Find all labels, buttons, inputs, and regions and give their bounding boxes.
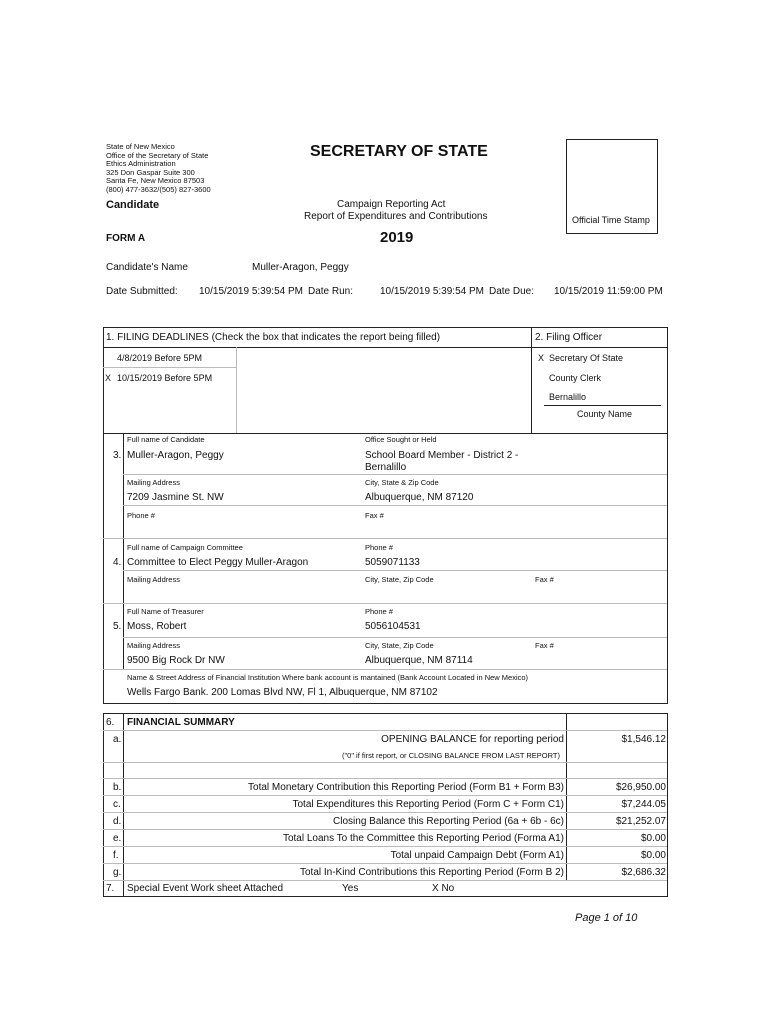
section-4-number: 4. [113,557,122,568]
financial-summary-title: FINANCIAL SUMMARY [127,717,235,728]
candidate-phone-label: Phone # [127,511,155,520]
date-due-label: Date Due: [489,286,535,297]
treasurer-city: Albuquerque, NM 87114 [365,655,473,666]
row-letter: e. [113,833,122,844]
time-stamp-box [566,139,658,234]
row-value: $7,244.05 [621,799,666,810]
page-title: SECRETARY OF STATE [310,143,488,160]
treasurer-mailing-label: Mailing Address [127,641,180,650]
opening-balance-label: OPENING BALANCE for reporting period [381,734,564,745]
row-label: Total unpaid Campaign Debt (Form A1) [390,850,564,861]
time-stamp-label: Official Time Stamp [572,215,650,225]
date-submitted-label: Date Submitted: [106,286,178,297]
filing-deadlines-header: 1. FILING DEADLINES (Check the box that indicates the report being filled) [106,332,441,343]
special-event-label: Special Event Work sheet Attached [127,883,284,894]
row-value: $26,950.00 [615,782,666,793]
row-letter: f. [113,850,119,861]
candidate-name-label: Candidate's Name [106,262,188,273]
row-value: $0.00 [640,833,666,844]
candidate-fax-label: Fax # [365,511,384,520]
address-line: Office of the Secretary of State [106,150,209,160]
agency-address [106,143,211,195]
row-letter: c. [113,799,121,810]
deadline-check-mark: X [105,373,112,383]
address-line: State of New Mexico [106,142,175,151]
row-value: $2,686.32 [621,867,666,878]
address-line: Ethics Administration [106,159,176,169]
officer-county-clerk[interactable]: County Clerk [549,373,602,383]
office-line: School Board Member - District 2 - [365,450,519,461]
county-name-label: County Name [577,409,633,419]
treasurer-city-label: City, State, Zip Code [365,641,434,650]
officer-check-mark: X [538,353,545,363]
treasurer-mailing-address: 9500 Big Rock Dr NW [127,655,225,666]
row-label: Total Monetary Contribution this Reporting Period (Form B1 + Form B3) [248,782,564,793]
special-event-yes[interactable]: Yes [342,883,359,894]
deadline-checkbox-2[interactable]: 10/15/2019 Before 5PM [117,373,213,383]
row-value: $0.00 [640,850,666,861]
candidate-city: Albuquerque, NM 87120 [365,492,474,503]
date-due: 10/15/2019 11:59:00 PM [554,286,663,297]
row-value: $21,252.07 [615,816,666,827]
office-sought-label: Office Sought or Held [365,435,437,444]
opening-balance-note: ("0" if first report, or CLOSING BALANCE FROM LAST REPORT) [341,751,560,760]
filing-officer-header: 2. Filing Officer [535,332,603,343]
treasurer-phone-label: Phone # [365,607,393,616]
address-line: (800) 477-3632/(505) 827-3600 [106,184,211,194]
bank-label: Name & Street Address of Financial Institution Where bank account is mantained (Bank Account Located in New Mexico) [127,673,529,682]
deadline-checkbox-1[interactable]: 4/8/2019 Before 5PM [117,353,203,363]
candidate-full-name-label: Full name of Candidate [127,435,205,444]
committee-city-label: City, State, Zip Code [365,575,434,584]
report-year: 2019 [380,229,414,246]
row-letter: d. [113,816,122,827]
candidate-heading: Candidate [106,199,160,211]
treasurer-fax-label: Fax # [535,641,554,650]
treasurer-phone: 5056104531 [365,621,421,632]
special-event-no[interactable]: X No [432,883,455,894]
row-label: Total Loans To the Committee this Reporting Period (Forma A1) [282,833,564,844]
row-label: Closing Balance this Reporting Period (6a + 6b - 6c) [333,816,564,827]
county-value: Bernalillo [549,392,587,402]
candidate-city-label: City, State & Zip Code [365,478,439,487]
row-letter: b. [113,782,122,793]
committee-name-label: Full name of Campaign Committee [127,543,243,552]
treasurer-name-label: Full Name of Treasurer [127,607,204,616]
opening-balance-value: $1,546.12 [621,734,666,745]
candidate-mailing-address: 7209 Jasmine St. NW [127,492,224,503]
candidate-mailing-label: Mailing Address [127,478,180,487]
report-title: Report of Expenditures and Contributions [304,211,488,222]
date-run: 10/15/2019 5:39:54 PM [380,286,484,297]
section-3-number: 3. [113,450,122,461]
committee-phone: 5059071133 [365,557,420,568]
date-submitted: 10/15/2019 5:39:54 PM [199,286,303,297]
office-line: Bernalillo [365,462,407,473]
committee-mailing-label: Mailing Address [127,575,180,584]
section-5-number: 5. [113,621,122,632]
address-line: 325 Don Gaspar Suite 300 [106,167,195,177]
committee-name: Committee to Elect Peggy Muller-Aragon [127,557,309,568]
bank-address: Wells Fargo Bank. 200 Lomas Blvd NW, Fl 1, Albuquerque, NM 87102 [127,687,438,698]
row-letter: a. [113,734,122,745]
section-6-number: 6. [106,717,115,728]
act-title: Campaign Reporting Act [337,199,446,210]
page-number: Page 1 of 10 [575,912,638,924]
address-line: Santa Fe, New Mexico 87503 [106,176,205,186]
row-letter: g. [113,867,122,878]
officer-secretary-of-state[interactable]: Secretary Of State [549,353,624,363]
candidate-full-name: Muller-Aragon, Peggy [127,450,224,461]
section-7-number: 7. [106,883,115,894]
treasurer-name: Moss, Robert [127,621,187,632]
committee-fax-label: Fax # [535,575,554,584]
office-sought [365,450,518,474]
date-run-label: Date Run: [308,286,354,297]
candidate-name: Muller-Aragon, Peggy [252,262,349,273]
committee-phone-label: Phone # [365,543,393,552]
row-label: Total Expenditures this Reporting Period (Form C + Form C1) [292,799,564,810]
form-label: FORM A [106,233,146,244]
row-label: Total In-Kind Contributions this Reporting Period (Form B 2) [299,867,564,878]
